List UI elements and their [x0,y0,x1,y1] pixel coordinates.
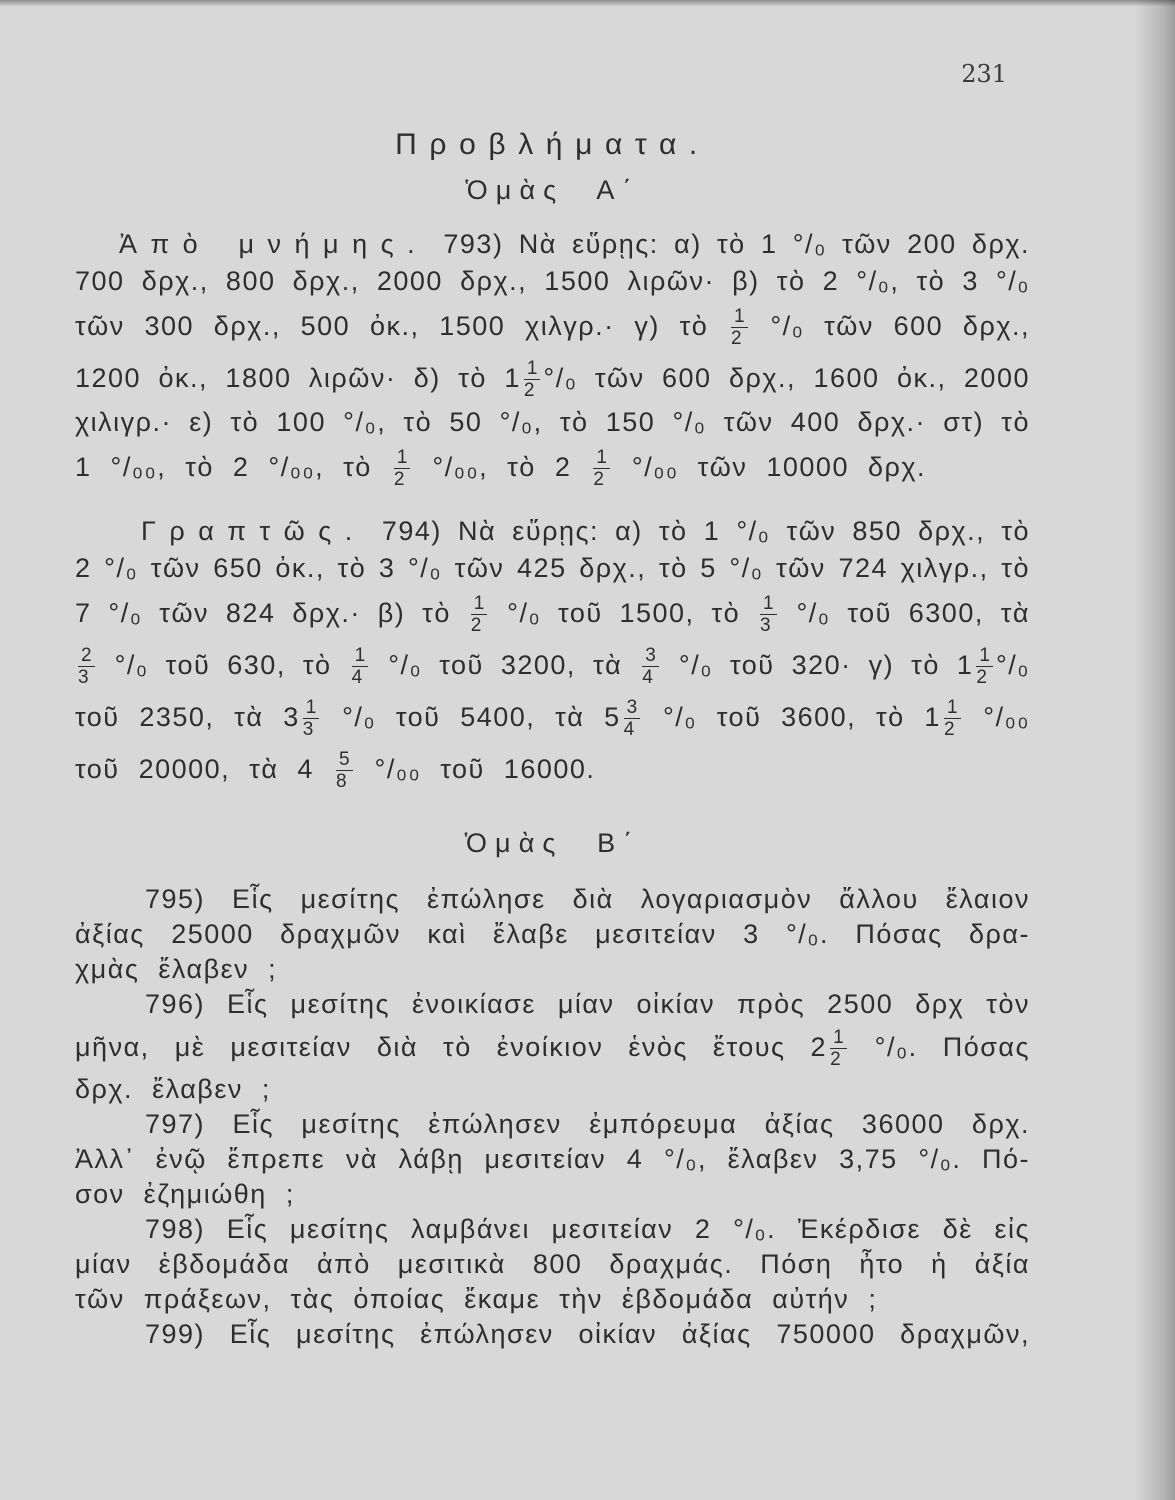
text-run: 798) Εἷς μεσίτης λαμβάνει μεσιτείαν 2 °/₀. Ἐκέρδισε δὲ εἰς [145,1214,1030,1244]
problem-paragraph [75,882,1030,987]
text-run: °/₀ τοῦ 1500, τὸ [490,598,757,628]
fraction [624,698,641,739]
problem-paragraph [75,1317,1030,1352]
fraction-numerator: 1 [944,698,961,719]
scan-top-edge [0,0,1175,6]
text-run: 7 °/₀ τῶν 824 δρχ.· β) τὸ [75,598,468,628]
fraction-denominator: 3 [760,615,771,637]
text-run: 797) Εἷς μεσίτης ἐπώλησεν ἐμπόρευμα ἀξίας 36000 δρχ. [145,1109,1030,1139]
fraction [944,698,961,739]
fraction [336,750,353,791]
text-line [75,226,1030,263]
fraction-denominator: 4 [642,667,653,689]
text-run: 700 δρχ., 800 δρχ., 2000 δρχ., 1500 λιρῶν· β) τὸ 2 °/₀, τὸ 3 °/₀ [75,266,1030,296]
fraction [303,698,320,739]
group-b-heading: Ὁμὰς Β΄ [464,828,641,858]
text-line [75,587,1030,639]
fraction-denominator: 2 [593,469,604,491]
text-run: 793) Νὰ εὕρῃς: α) τὸ 1 °/₀ τῶν 200 δρχ. [428,229,1030,259]
text-line [75,1212,1030,1247]
fraction-denominator: 2 [731,328,742,350]
text-line [75,1107,1030,1142]
fraction-numerator: 1 [593,448,610,469]
fraction-numerator: 3 [642,646,659,667]
fraction [731,307,748,348]
text-run: °/₀₀ τῶν 10000 δρχ. [612,452,927,482]
text-line [75,691,1030,743]
text-run: °/₀₀ τοῦ 16000. [355,754,596,784]
text-line [75,1247,1030,1282]
problem-paragraph [75,987,1030,1107]
fraction-numerator: 1 [731,307,748,328]
text-line [75,441,1030,493]
text-run: τῶν πράξεων, τὰς ὁποίας ἔκαμε τὴν ἑβδομάδα αὐτήν ; [75,1284,878,1314]
text-run: μίαν ἑβδομάδα ἀπὸ μεσιτικὰ 800 δραχμάς. Πόση ἦτο ἡ ἀξία [75,1249,1030,1279]
text-run: χιλιγρ.· ε) τὸ 100 °/₀, τὸ 50 °/₀, τὸ 150 °/₀ τῶν 400 δρχ.· στ) τὸ [75,407,1030,437]
fraction-denominator: 2 [523,380,535,402]
spaced-emphasis-text: Γραπτῶς. [141,516,366,546]
text-line [75,1142,1030,1177]
text-line [75,882,1030,917]
fraction [593,448,610,489]
scan-right-edge-shadow [1135,0,1175,1500]
text-line [75,1317,1030,1352]
fraction [78,646,95,687]
fraction-denominator: 2 [470,615,482,637]
fraction-denominator: 2 [830,1049,841,1071]
group-a-heading: Ὁμὰς Α΄ [465,175,640,205]
text-run: °/₀ τοῦ 5400, τὰ 5 [322,702,621,732]
fraction-numerator: 1 [394,448,411,469]
fraction [524,359,541,400]
text-run: χμὰς ἔλαβεν ; [75,954,278,984]
fraction-numerator: 1 [830,1028,847,1049]
text-line [75,513,1030,550]
text-run: °/₀ τοῦ 3200, τὰ [371,650,640,680]
text-run: τῶν 300 δρχ., 500 ὀκ., 1500 χιλγρ.· γ) τὸ [75,311,729,341]
fraction [352,646,369,687]
problem-paragraph [75,1107,1030,1212]
problem-paragraph [75,513,1030,795]
fraction [471,594,488,635]
fraction-denominator: 2 [393,469,405,491]
fraction-denominator: 3 [302,719,314,741]
text-run: τοῦ 20000, τὰ 4 [75,754,333,784]
text-run: 796) Εἷς μεσίτης ἐνοικίασε μίαν οἰκίαν πρὸς 2500 δρχ τὸν [145,989,1030,1019]
fraction-numerator: 1 [303,698,320,719]
text-run: μῆνα, μὲ μεσιτείαν διὰ τὸ ἐνοίκιον ἑνὸς ἔτους 2 [75,1032,828,1062]
text-line [75,263,1030,300]
fraction-numerator: 1 [760,594,777,615]
fraction-denominator: 4 [351,667,363,689]
fraction [760,594,777,635]
fraction-denominator: 8 [335,771,347,793]
text-run: 1200 ὀκ., 1800 λιρῶν· δ) τὸ 1 [75,363,521,393]
text-line [75,352,1030,404]
problem-paragraph [75,226,1030,493]
fraction [642,646,659,687]
fraction-denominator: 4 [623,719,635,741]
text-run: °/₀ τῶν 600 δρχ., 1600 ὀκ., 2000 [543,363,1030,393]
text-line [75,1177,1030,1212]
text-run: σον ἐζημιώθη ; [75,1179,295,1209]
text-run: °/₀ τοῦ 630, τὸ [97,650,349,680]
text-line [75,550,1030,587]
text-line [75,404,1030,441]
text-line [75,952,1030,987]
spaced-emphasis-text: Ἀπὸ μνήμης. [119,229,429,259]
text-run: °/₀ τοῦ 6300, τὰ [779,598,1030,628]
page-number: 231 [961,60,1007,88]
text-run: °/₀ τοῦ 3600, τὸ 1 [643,702,941,732]
text-run: °/₀₀, τὸ 2 [413,452,591,482]
fraction-numerator: 2 [78,646,95,667]
text-run: °/₀ [996,650,1031,680]
fraction-denominator: 2 [943,719,955,741]
text-run: °/₀₀ [963,702,1031,732]
fraction-numerator: 1 [352,646,369,667]
text-run: 799) Εἷς μεσίτης ἐπώλησεν οἰκίαν ἀξίας 750000 δραχμῶν, [145,1319,1030,1349]
fraction-numerator: 1 [976,646,993,667]
fraction-numerator: 1 [471,594,488,615]
fraction-denominator: 2 [976,667,987,689]
text-line [75,1282,1030,1317]
text-line [75,917,1030,952]
text-run: 2 °/₀ τῶν 650 ὀκ., τὸ 3 °/₀ τῶν 425 δρχ., τὸ 5 °/₀ τῶν 724 χιλγρ., τὸ [75,553,1030,583]
text-line [75,743,1030,795]
text-run: ἀξίας 25000 δραχμῶν καὶ ἔλαβε μεσιτείαν 3 °/₀. Πόσας δρα- [75,919,1030,949]
text-line [75,300,1030,352]
fraction [830,1028,847,1069]
fraction-numerator: 3 [624,698,641,719]
text-run: δρχ. ἔλαβεν ; [75,1074,271,1104]
text-run: 794) Νὰ εὕρῃς: α) τὸ 1 °/₀ τῶν 850 δρχ., τὸ [365,516,1030,546]
text-run: Ἀλλ᾽ ἐνῷ ἔπρεπε νὰ λάβῃ μεσιτείαν 4 °/₀, ἔλαβεν 3,75 °/₀. Πό- [75,1144,1030,1174]
text-line [75,639,1030,691]
text-run: °/₀ τοῦ 320· γ) τὸ 1 [661,650,974,680]
fraction-numerator: 1 [524,359,541,380]
group-a-problems [75,226,1030,795]
group-b-problems [75,882,1030,1352]
text-run: τοῦ 2350, τὰ 3 [75,702,300,732]
text-line [75,987,1030,1022]
text-line [75,1072,1030,1107]
fraction [394,448,411,489]
fraction [976,646,993,687]
text-line [75,1022,1030,1072]
text-run: °/₀ τῶν 600 δρχ., [750,311,1030,341]
text-run: 1 °/₀₀, τὸ 2 °/₀₀, τὸ [75,452,391,482]
text-run: °/₀. Πόσας [849,1032,1031,1062]
text-run: 795) Εἷς μεσίτης ἐπώλησε διὰ λογαριασμὸν ἄλλου ἔλαιον [145,884,1030,914]
fraction-numerator: 5 [336,750,353,771]
problem-paragraph [75,1212,1030,1317]
fraction-denominator: 3 [78,667,89,689]
section-title: Προβλήματα. [395,128,710,161]
